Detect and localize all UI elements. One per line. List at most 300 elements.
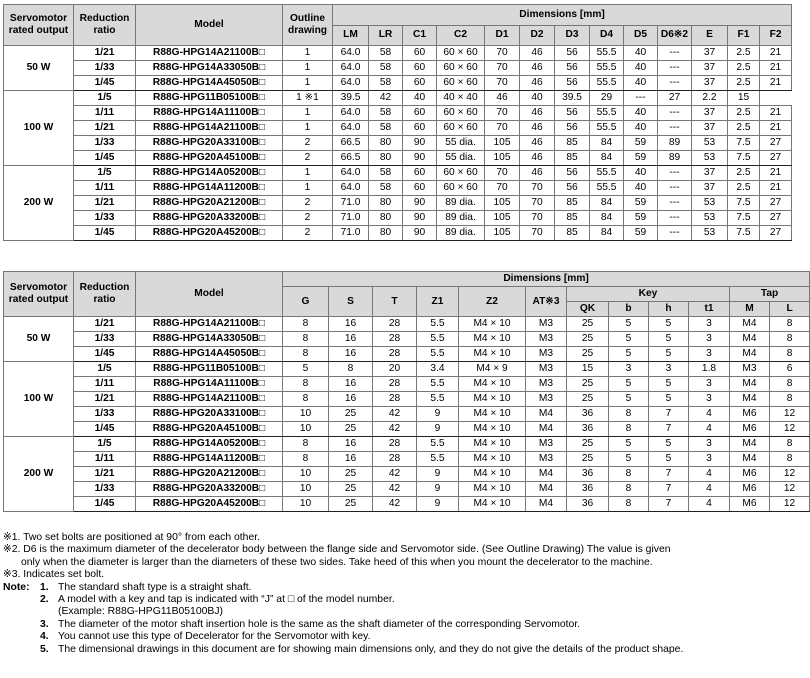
value-cell: 27: [760, 136, 792, 151]
header-col-1: S: [329, 287, 373, 317]
ratio-cell: 1/21: [74, 121, 136, 136]
value-cell: 56: [555, 61, 590, 76]
value-cell: 46: [520, 76, 555, 91]
value-cell: 8: [609, 422, 649, 437]
header-col-7: D4: [590, 25, 624, 46]
value-cell: ---: [658, 61, 692, 76]
value-cell: 12: [770, 497, 810, 512]
value-cell: 37: [692, 106, 728, 121]
value-cell: 55 dia.: [437, 136, 485, 151]
value-cell: 39.5: [555, 91, 590, 106]
value-cell: M4: [730, 452, 770, 467]
rated-output-cell: 50 W: [4, 46, 74, 91]
value-cell: 8: [770, 452, 810, 467]
value-cell: 80: [369, 151, 403, 166]
value-cell: 25: [567, 347, 609, 362]
value-cell: 10: [283, 422, 329, 437]
value-cell: 4: [689, 497, 730, 512]
value-cell: 84: [590, 226, 624, 241]
value-cell: 46: [520, 166, 555, 181]
value-cell: 7.5: [728, 211, 760, 226]
value-cell: 2: [283, 211, 333, 226]
value-cell: M4 × 10: [459, 332, 526, 347]
value-cell: 28: [373, 317, 417, 332]
value-cell: M4: [526, 482, 567, 497]
value-cell: M4 × 9: [459, 362, 526, 377]
ratio-cell: 1/45: [74, 347, 136, 362]
ratio-cell: 1/11: [74, 181, 136, 196]
value-cell: 9: [417, 422, 459, 437]
value-cell: 60 × 60: [437, 166, 485, 181]
value-cell: 46: [520, 121, 555, 136]
table-row: [4, 61, 792, 76]
value-cell: 25: [567, 332, 609, 347]
ratio-cell: 1/33: [74, 407, 136, 422]
table-row: [4, 362, 810, 377]
value-cell: 7.5: [728, 151, 760, 166]
model-cell: R88G-HPG14A45050B□: [136, 347, 283, 362]
value-cell: 8: [770, 437, 810, 452]
value-cell: 25: [329, 467, 373, 482]
value-cell: 58: [369, 76, 403, 91]
value-cell: 21: [760, 166, 792, 181]
value-cell: 85: [555, 226, 590, 241]
value-cell: 58: [369, 61, 403, 76]
value-cell: 6: [770, 362, 810, 377]
value-cell: 70: [520, 226, 555, 241]
value-cell: 2.5: [728, 121, 760, 136]
value-cell: 85: [555, 151, 590, 166]
value-cell: 3: [689, 452, 730, 467]
value-cell: 1: [283, 106, 333, 121]
value-cell: 84: [590, 151, 624, 166]
value-cell: 5.5: [417, 317, 459, 332]
value-cell: 53: [692, 136, 728, 151]
value-cell: 70: [485, 181, 520, 196]
value-cell: 5.5: [417, 392, 459, 407]
ratio-cell: 1/5: [74, 166, 136, 181]
value-cell: M4 × 10: [459, 317, 526, 332]
value-cell: 27: [658, 91, 692, 106]
value-cell: 55.5: [590, 181, 624, 196]
value-cell: 3: [689, 317, 730, 332]
value-cell: 3: [689, 332, 730, 347]
footnotes: [3, 532, 789, 656]
value-cell: 5.5: [417, 452, 459, 467]
header-key: Key: [567, 287, 730, 302]
value-cell: 8: [609, 407, 649, 422]
table-row: [4, 46, 792, 61]
value-cell: 64.0: [333, 181, 369, 196]
model-cell: R88G-HPG14A33050B□: [136, 332, 283, 347]
value-cell: 5: [609, 347, 649, 362]
header-col-5: D2: [520, 25, 555, 46]
value-cell: 90: [403, 211, 437, 226]
value-cell: M3: [526, 347, 567, 362]
ratio-cell: 1/45: [74, 226, 136, 241]
value-cell: 3: [609, 362, 649, 377]
ratio-cell: 1/45: [74, 497, 136, 512]
value-cell: 21: [760, 106, 792, 121]
value-cell: 12: [770, 407, 810, 422]
value-cell: 42: [373, 407, 417, 422]
header-model: Model: [136, 5, 283, 46]
value-cell: 64.0: [333, 46, 369, 61]
model-cell: R88G-HPG14A21100B□: [136, 121, 283, 136]
note-1: 1. The standard shaft type is a straight shaft.: [40, 581, 252, 593]
value-cell: 39.5: [333, 91, 369, 106]
value-cell: 5.5: [417, 347, 459, 362]
value-cell: 59: [624, 211, 658, 226]
value-cell: 16: [329, 437, 373, 452]
value-cell: 20: [373, 362, 417, 377]
ratio-cell: 1/45: [74, 422, 136, 437]
model-cell: R88G-HPG20A33200B□: [136, 211, 283, 226]
value-cell: 3: [649, 362, 689, 377]
value-cell: 89: [658, 136, 692, 151]
value-cell: M3: [526, 452, 567, 467]
value-cell: M4: [730, 377, 770, 392]
value-cell: 55.5: [590, 106, 624, 121]
value-cell: 42: [369, 91, 403, 106]
ratio-cell: 1/21: [74, 392, 136, 407]
value-cell: 60 × 60: [437, 46, 485, 61]
note-text: (Example: R88G-HPG11B05100BJ): [58, 606, 223, 618]
model-cell: R88G-HPG14A05200B□: [136, 166, 283, 181]
value-cell: 4: [689, 407, 730, 422]
header-col-0: LM: [333, 25, 369, 46]
value-cell: 56: [555, 76, 590, 91]
value-cell: 37: [692, 61, 728, 76]
value-cell: 60 × 60: [437, 181, 485, 196]
value-cell: 21: [760, 181, 792, 196]
table-row: [4, 106, 792, 121]
value-cell: 5: [649, 437, 689, 452]
value-cell: 25: [567, 392, 609, 407]
value-cell: 37: [692, 181, 728, 196]
model-cell: R88G-HPG11B05100B□: [136, 91, 283, 106]
value-cell: 8: [329, 362, 373, 377]
value-cell: 55.5: [590, 76, 624, 91]
table-row: [4, 437, 810, 452]
value-cell: 70: [520, 211, 555, 226]
value-cell: 2.5: [728, 76, 760, 91]
value-cell: 37: [692, 121, 728, 136]
ratio-cell: 1/21: [74, 317, 136, 332]
value-cell: 55.5: [590, 61, 624, 76]
header-tap-0: M: [730, 302, 770, 317]
note-3: [3, 606, 789, 618]
table-row: [4, 377, 810, 392]
table-row: [4, 347, 810, 362]
value-cell: 55.5: [590, 166, 624, 181]
note-number: 4.: [40, 631, 49, 643]
dimensions-table-1: [3, 4, 792, 241]
value-cell: 12: [770, 467, 810, 482]
value-cell: 90: [403, 226, 437, 241]
footnote-2-cont: only when the diameter is larger than the diameters of these two sides. Take heed of this when you mount the decelerator to the machine.: [21, 556, 653, 568]
value-cell: 105: [485, 226, 520, 241]
dimensions-table-2: [3, 271, 810, 512]
value-cell: 90: [403, 136, 437, 151]
value-cell: M4 × 10: [459, 497, 526, 512]
value-cell: 40: [624, 181, 658, 196]
model-cell: R88G-HPG14A11200B□: [136, 452, 283, 467]
table-row: [4, 226, 792, 241]
value-cell: 71.0: [333, 211, 369, 226]
value-cell: 8: [770, 317, 810, 332]
value-cell: 46: [520, 151, 555, 166]
value-cell: 16: [329, 392, 373, 407]
model-cell: R88G-HPG14A45050B□: [136, 76, 283, 91]
value-cell: M4 × 10: [459, 437, 526, 452]
value-cell: 16: [329, 347, 373, 362]
footnote-2: ※2. D6 is the maximum diameter of the decelerator body between the flange side and Servomotor side. (See Outline Drawing) The value is given: [3, 544, 671, 556]
value-cell: ---: [624, 91, 658, 106]
value-cell: 66.5: [333, 151, 369, 166]
value-cell: 1: [283, 181, 333, 196]
value-cell: 25: [567, 437, 609, 452]
ratio-cell: 1/33: [74, 332, 136, 347]
value-cell: M4 × 10: [459, 422, 526, 437]
value-cell: M6: [730, 422, 770, 437]
value-cell: M3: [526, 332, 567, 347]
value-cell: 10: [283, 467, 329, 482]
model-cell: R88G-HPG20A21200B□: [136, 196, 283, 211]
value-cell: 9: [417, 467, 459, 482]
header-col-2: T: [373, 287, 417, 317]
model-cell: R88G-HPG14A21100B□: [136, 46, 283, 61]
value-cell: 5: [649, 377, 689, 392]
value-cell: ---: [658, 166, 692, 181]
header-servomotor: Servomotor rated output: [4, 5, 74, 46]
header-col-10: E: [692, 25, 728, 46]
header-col-2: C1: [403, 25, 437, 46]
value-cell: 105: [485, 136, 520, 151]
value-cell: 60: [403, 76, 437, 91]
value-cell: 5: [649, 347, 689, 362]
header-model: Model: [136, 272, 283, 317]
value-cell: 64.0: [333, 76, 369, 91]
header-col-3: C2: [437, 25, 485, 46]
value-cell: 64.0: [333, 166, 369, 181]
value-cell: 2.5: [728, 61, 760, 76]
value-cell: 58: [369, 121, 403, 136]
value-cell: 46: [520, 136, 555, 151]
model-cell: R88G-HPG20A33100B□: [136, 407, 283, 422]
model-cell: R88G-HPG14A21100B□: [136, 317, 283, 332]
value-cell: 46: [520, 61, 555, 76]
table-row: [4, 467, 810, 482]
header-ratio: Reduction ratio: [74, 272, 136, 317]
value-cell: 60: [403, 121, 437, 136]
value-cell: 58: [369, 181, 403, 196]
value-cell: 27: [760, 226, 792, 241]
value-cell: M4: [730, 437, 770, 452]
value-cell: 105: [485, 151, 520, 166]
header-tap-1: L: [770, 302, 810, 317]
header-key-1: b: [609, 302, 649, 317]
value-cell: M4: [526, 497, 567, 512]
value-cell: 28: [373, 392, 417, 407]
value-cell: 8: [283, 452, 329, 467]
value-cell: M3: [526, 377, 567, 392]
value-cell: 59: [624, 226, 658, 241]
value-cell: 8: [770, 347, 810, 362]
value-cell: 5: [609, 437, 649, 452]
value-cell: M6: [730, 407, 770, 422]
model-cell: R88G-HPG14A33050B□: [136, 61, 283, 76]
value-cell: M4: [730, 392, 770, 407]
value-cell: 5: [649, 452, 689, 467]
value-cell: 27: [760, 151, 792, 166]
value-cell: M6: [730, 482, 770, 497]
value-cell: M4: [730, 332, 770, 347]
value-cell: 8: [283, 437, 329, 452]
value-cell: 7.5: [728, 136, 760, 151]
value-cell: M4 × 10: [459, 467, 526, 482]
ratio-cell: 1/21: [74, 467, 136, 482]
value-cell: 40: [624, 166, 658, 181]
value-cell: 21: [760, 76, 792, 91]
value-cell: 8: [283, 332, 329, 347]
value-cell: 42: [373, 467, 417, 482]
value-cell: 70: [485, 166, 520, 181]
value-cell: 64.0: [333, 106, 369, 121]
value-cell: 1.8: [689, 362, 730, 377]
value-cell: M4 × 10: [459, 482, 526, 497]
value-cell: M4 × 10: [459, 377, 526, 392]
value-cell: 55.5: [590, 121, 624, 136]
model-cell: R88G-HPG14A11200B□: [136, 181, 283, 196]
value-cell: 36: [567, 497, 609, 512]
rated-output-cell: 100 W: [4, 362, 74, 437]
value-cell: M3: [526, 317, 567, 332]
model-cell: R88G-HPG20A45100B□: [136, 151, 283, 166]
value-cell: 4: [689, 482, 730, 497]
value-cell: 3: [689, 392, 730, 407]
ratio-cell: 1/21: [74, 196, 136, 211]
value-cell: 1: [283, 166, 333, 181]
model-cell: R88G-HPG20A45200B□: [136, 226, 283, 241]
rated-output-cell: 200 W: [4, 437, 74, 512]
value-cell: 7.5: [728, 196, 760, 211]
value-cell: 16: [329, 377, 373, 392]
value-cell: 1: [283, 76, 333, 91]
value-cell: 8: [283, 317, 329, 332]
value-cell: 42: [373, 497, 417, 512]
value-cell: 37: [692, 76, 728, 91]
value-cell: 36: [567, 422, 609, 437]
value-cell: 29: [590, 91, 624, 106]
value-cell: 60 × 60: [437, 106, 485, 121]
value-cell: 3: [689, 377, 730, 392]
value-cell: 60 × 60: [437, 76, 485, 91]
ratio-cell: 1/33: [74, 61, 136, 76]
ratio-cell: 1/11: [74, 377, 136, 392]
value-cell: 25: [329, 482, 373, 497]
value-cell: 42: [373, 422, 417, 437]
value-cell: 56: [555, 106, 590, 121]
value-cell: ---: [658, 211, 692, 226]
value-cell: 60: [403, 181, 437, 196]
value-cell: 1 ※1: [283, 91, 333, 106]
value-cell: 42: [373, 482, 417, 497]
value-cell: 28: [373, 452, 417, 467]
value-cell: 25: [567, 377, 609, 392]
value-cell: M4 × 10: [459, 347, 526, 362]
value-cell: 70: [485, 61, 520, 76]
value-cell: 7: [649, 422, 689, 437]
value-cell: 1: [283, 121, 333, 136]
header-tap: Tap: [730, 287, 810, 302]
value-cell: 7: [649, 407, 689, 422]
value-cell: 27: [760, 196, 792, 211]
table-row: [4, 392, 810, 407]
value-cell: 2.5: [728, 106, 760, 121]
value-cell: 80: [369, 226, 403, 241]
value-cell: 60: [403, 46, 437, 61]
value-cell: 16: [329, 317, 373, 332]
value-cell: 10: [283, 497, 329, 512]
value-cell: 40: [403, 91, 437, 106]
header-col-8: D5: [624, 25, 658, 46]
header-col-3: Z1: [417, 287, 459, 317]
value-cell: 80: [369, 211, 403, 226]
model-cell: R88G-HPG14A11100B□: [136, 106, 283, 121]
header-col-4: Z2: [459, 287, 526, 317]
model-cell: R88G-HPG14A05200B□: [136, 437, 283, 452]
value-cell: 40: [624, 76, 658, 91]
ratio-cell: 1/45: [74, 76, 136, 91]
value-cell: M4: [730, 347, 770, 362]
value-cell: M4 × 10: [459, 392, 526, 407]
value-cell: 37: [692, 46, 728, 61]
value-cell: 84: [590, 136, 624, 151]
value-cell: 84: [590, 211, 624, 226]
value-cell: 5: [283, 362, 329, 377]
value-cell: M6: [730, 497, 770, 512]
value-cell: 21: [760, 61, 792, 76]
model-cell: R88G-HPG20A33100B□: [136, 136, 283, 151]
value-cell: 9: [417, 497, 459, 512]
table-row: [4, 166, 792, 181]
header-col-11: F1: [728, 25, 760, 46]
value-cell: M4: [526, 422, 567, 437]
ratio-cell: 1/33: [74, 136, 136, 151]
note-text: The diameter of the motor shaft insertion hole is the same as the shaft diameter of the corresponding Servomotor.: [58, 618, 581, 630]
table-row: [4, 76, 792, 91]
value-cell: 12: [770, 482, 810, 497]
value-cell: 5: [649, 332, 689, 347]
note-number: 5.: [40, 643, 49, 655]
value-cell: 8: [283, 347, 329, 362]
table-row: [4, 136, 792, 151]
value-cell: 2: [283, 196, 333, 211]
ratio-cell: 1/33: [74, 211, 136, 226]
value-cell: 46: [520, 106, 555, 121]
table-row: [4, 422, 810, 437]
value-cell: 2: [283, 226, 333, 241]
value-cell: M3: [526, 392, 567, 407]
value-cell: 70: [485, 121, 520, 136]
note-text: You cannot use this type of Decelerator for the Servomotor with key.: [58, 631, 371, 643]
value-cell: 40: [520, 91, 555, 106]
ratio-cell: 1/5: [74, 362, 136, 377]
value-cell: 90: [403, 151, 437, 166]
value-cell: 56: [555, 166, 590, 181]
value-cell: 40: [624, 106, 658, 121]
